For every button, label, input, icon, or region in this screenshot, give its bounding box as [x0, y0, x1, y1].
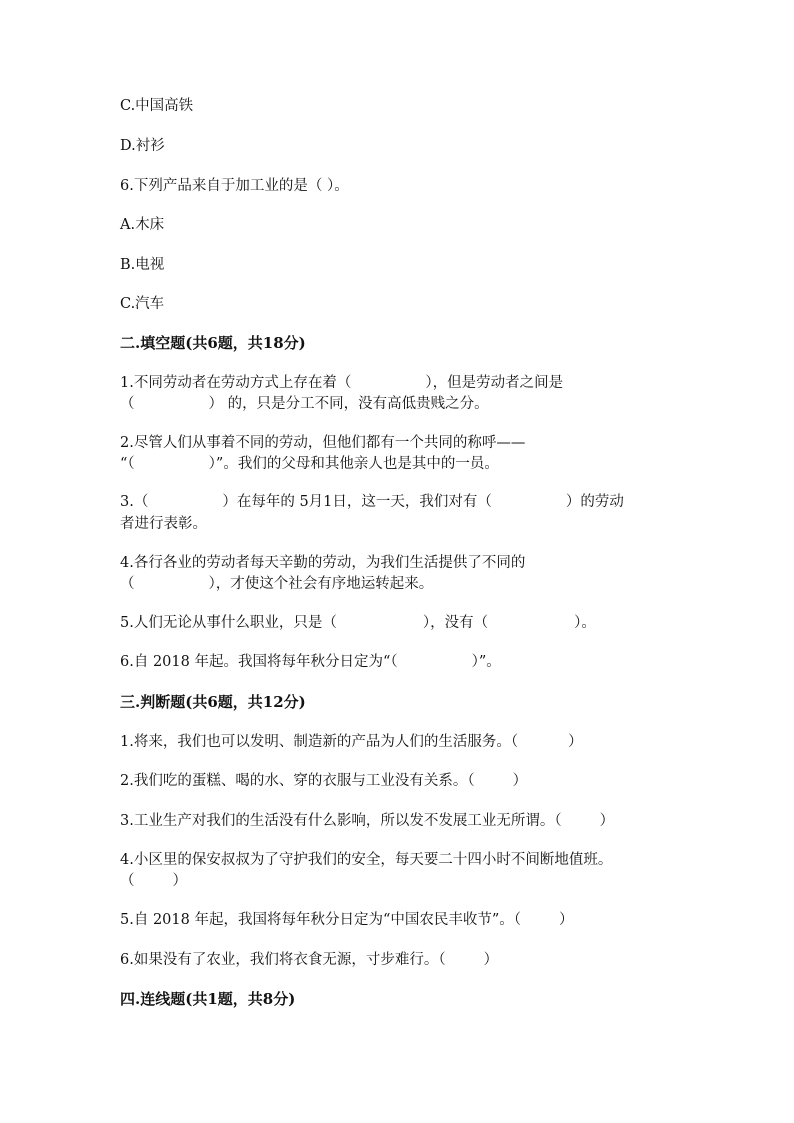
fill-q2-text-c: ）”。我们的父母和其他亲人也是其中的一员。 — [208, 456, 499, 472]
judge-q1-close: ） — [568, 734, 583, 750]
fill-q6-text-b: ）”。 — [471, 654, 501, 670]
judge-q1 — [120, 732, 583, 752]
fill-q3-text-a: 3.（ — [120, 494, 149, 510]
judge-q2 — [120, 771, 527, 791]
fill-q5-text-a: 5.人们无论从事什么职业，只是（ — [120, 615, 337, 631]
judge-q6-text: 6.如果没有了农业，我们将衣食无源，寸步难行。（ — [120, 952, 446, 968]
fill-q5-text-c: ）。 — [574, 615, 596, 631]
fill-q6-line — [120, 652, 501, 672]
option-c-q5: C.中国高铁 — [120, 98, 194, 114]
fill-q1-line1 — [120, 373, 563, 393]
section-3-heading: 三.判断题(共6题，共12分) — [120, 693, 306, 711]
fill-q1-text-a: 1.不同劳动者在劳动方式上存在着（ — [120, 375, 352, 391]
fill-q2-line1: 2.尽管人们从事着不同的劳动，但他们都有一个共同的称呼—— — [120, 435, 526, 451]
fill-q5-text-b: ），没有（ — [422, 615, 489, 631]
judge-q2-close: ） — [512, 773, 528, 789]
fill-q4-line1: 4.各行各业的劳动者每天辛勤的劳动，为我们生活提供了不同的 — [120, 555, 526, 571]
judge-q4-close: ） — [172, 873, 187, 889]
fill-q4-text-b: （ — [120, 576, 135, 592]
judge-q3 — [120, 811, 614, 831]
judge-q3-close: ） — [599, 813, 615, 829]
option-b-q6: B.电视 — [120, 257, 165, 273]
fill-q2-text-b: “（ — [120, 456, 135, 472]
question-6-stem: 6.下列产品来自于加工业的是（ ）。 — [120, 178, 349, 194]
option-a-q6: A.木床 — [120, 217, 165, 233]
judge-q5-text: 5.自 2018 年起，我国将每年秋分日定为“中国农民丰收节”。（ — [120, 912, 522, 928]
judge-q4-line2 — [120, 871, 187, 891]
judge-q2-text: 2.我们吃的蛋糕、喝的水、穿的衣服与工业没有关系。（ — [120, 773, 475, 789]
judge-q6-close: ） — [483, 952, 499, 968]
fill-q1-text-b: ），但是劳动者之间是 — [425, 375, 564, 391]
judge-q4-open: （ — [120, 873, 135, 889]
section-4-heading: 四.连线题(共1题，共8分) — [120, 990, 296, 1008]
fill-q1-text-d: ） 的，只是分工不同，没有高低贵贱之分。 — [208, 396, 489, 412]
fill-q5-line — [120, 613, 596, 633]
judge-q1-text: 1.将来，我们也可以发明、制造新的产品为人们的生活服务。（ — [120, 734, 519, 750]
option-c-q6: C.汽车 — [120, 296, 165, 312]
fill-q3-text-b: ）在每年的 5月1日，这一天，我们对有（ — [222, 494, 492, 510]
section-2-heading: 二.填空题(共6题，共18分) — [120, 334, 306, 352]
judge-q6 — [120, 950, 498, 970]
fill-q1-line2 — [120, 394, 489, 414]
fill-q6-text-a: 6.自 2018 年起。我国将每年秋分日定为“（ — [120, 654, 398, 670]
fill-q3-line1 — [120, 492, 624, 512]
option-d-q5: D.衬衫 — [120, 138, 165, 154]
fill-q1-text-c: （ — [120, 396, 135, 412]
fill-q4-line2 — [120, 574, 433, 594]
judge-q4-line1: 4.小区里的保安叔叔为了守护我们的安全，每天要二十四小时不间断地值班。 — [120, 852, 613, 868]
judge-q5-close: ） — [559, 912, 574, 928]
fill-q3-line2: 者进行表彰。 — [120, 516, 207, 532]
judge-q3-text: 3.工业生产对我们的生活没有什么影响，所以发不发展工业无所谓。（ — [120, 813, 562, 829]
fill-q2-line2 — [120, 454, 499, 474]
fill-q3-text-c: ）的劳动 — [565, 494, 624, 510]
judge-q5 — [120, 910, 574, 930]
fill-q4-text-c: ），才使这个社会有序地运转起来。 — [208, 576, 434, 592]
